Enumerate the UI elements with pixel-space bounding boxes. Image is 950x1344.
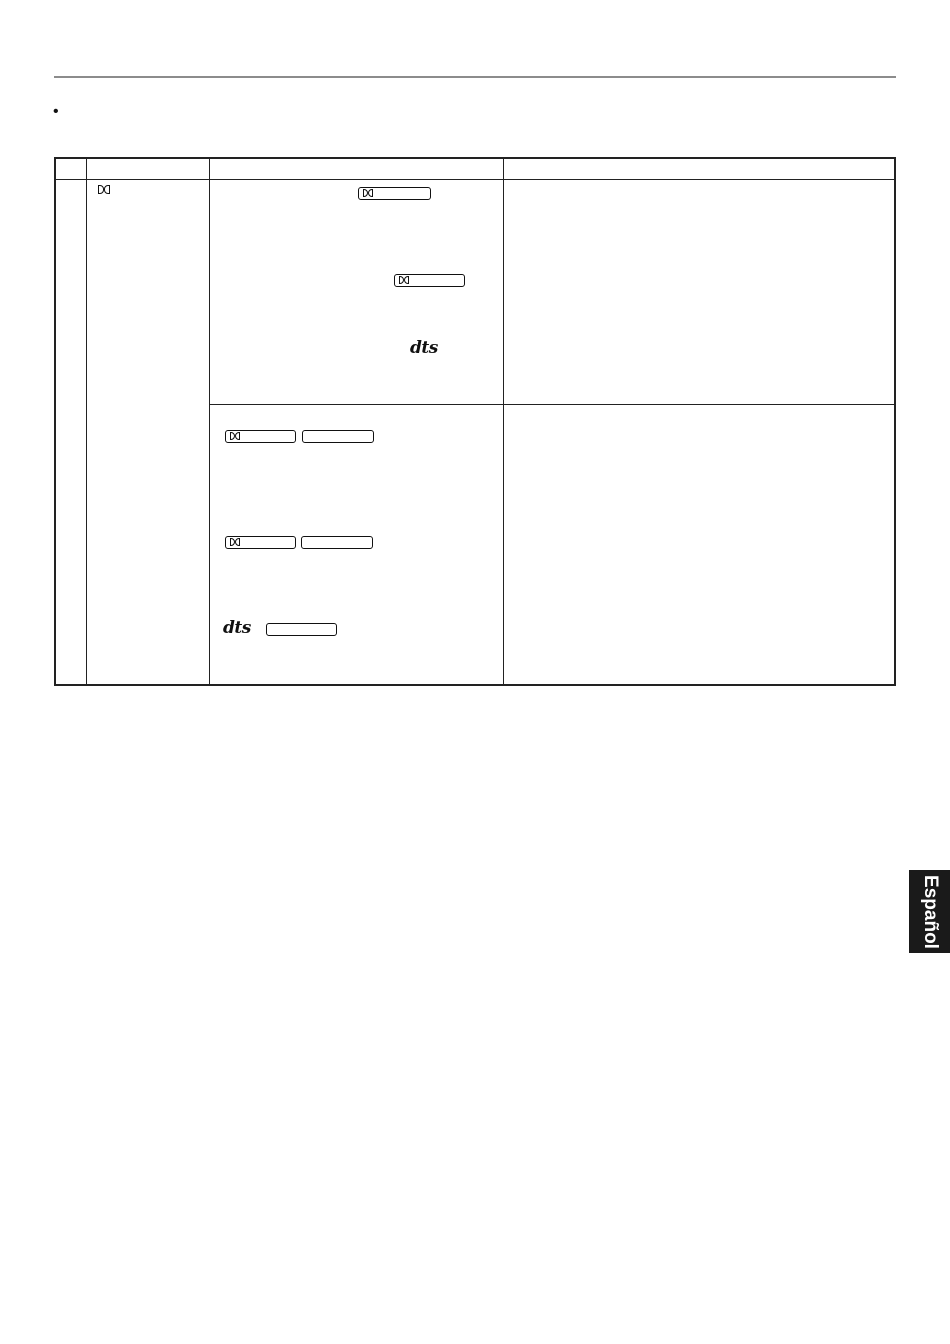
table-border-left	[54, 157, 56, 686]
dolby-badge	[225, 430, 296, 443]
dolby-double-d-icon	[230, 538, 240, 546]
dolby-double-d-icon	[98, 185, 110, 194]
empty-badge	[266, 623, 337, 636]
column-divider-3	[503, 157, 504, 686]
table-border-bottom	[54, 684, 896, 686]
header-divider	[54, 179, 896, 180]
dolby-badge	[225, 536, 296, 549]
empty-badge	[301, 536, 373, 549]
language-tab-label: Español	[919, 874, 941, 949]
dolby-badge	[394, 274, 465, 287]
compatibility-table	[54, 157, 896, 686]
dts-logo: dts	[223, 618, 251, 638]
column-divider-1	[86, 157, 87, 686]
dts-logo: dts	[410, 338, 438, 358]
top-rule	[54, 76, 896, 78]
empty-badge	[302, 430, 374, 443]
table-border-top	[54, 157, 896, 159]
dolby-badge	[358, 187, 431, 200]
bullet: •	[53, 103, 59, 120]
table-border-right	[894, 157, 896, 686]
language-tab	[909, 870, 950, 953]
dolby-double-d-icon	[399, 276, 409, 284]
column-divider-2	[209, 157, 210, 686]
dolby-double-d-icon	[230, 432, 240, 440]
dolby-double-d-icon	[363, 189, 373, 197]
row-divider	[209, 404, 896, 405]
